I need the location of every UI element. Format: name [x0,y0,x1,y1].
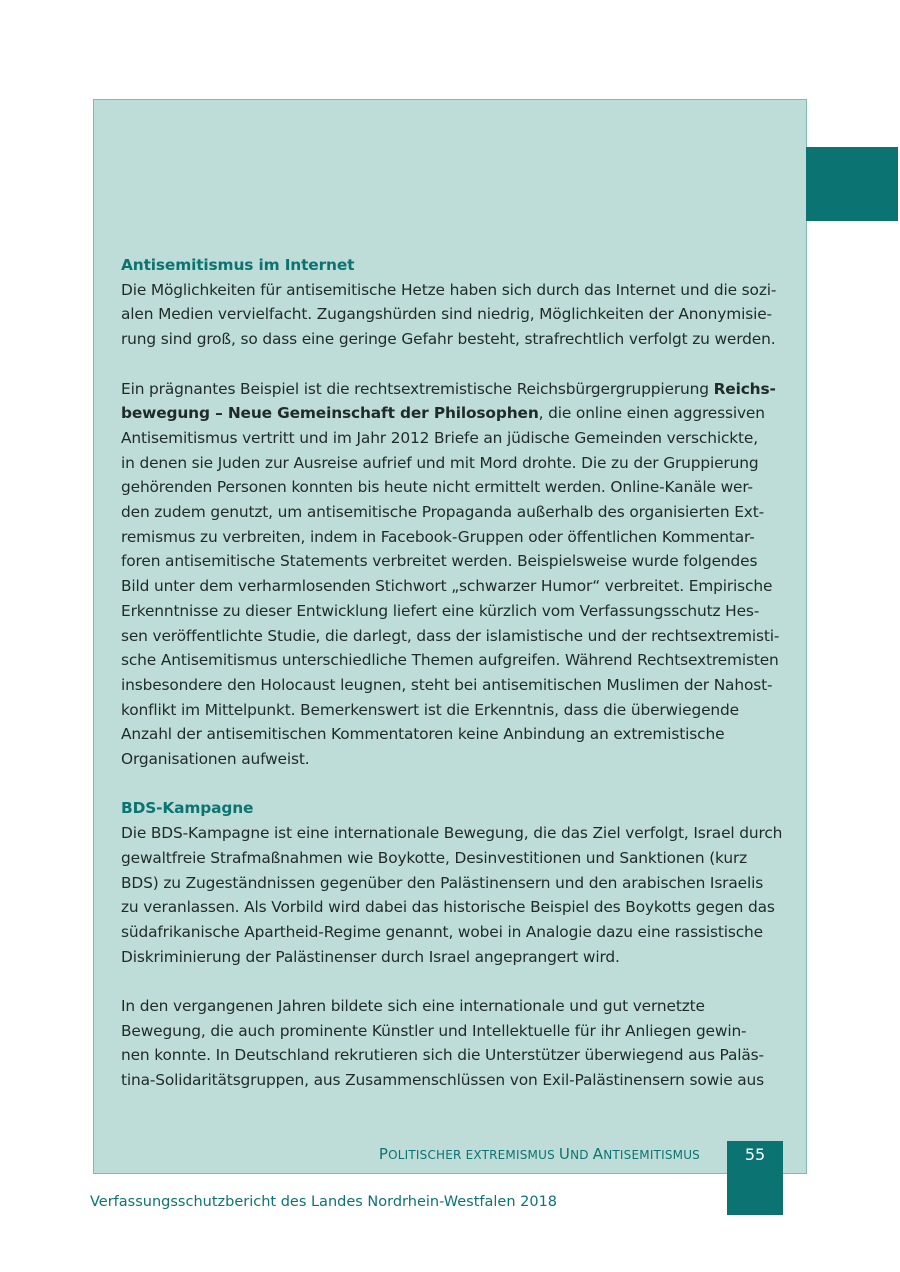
paragraph-line: nen konnte. In Deutschland rekrutieren sich die Unterstützer überwiegend aus Paläs- [121,1046,764,1065]
paragraph-line: konflikt im Mittelpunkt. Bemerkenswert ist die Erkenntnis, dass die überwiegende [121,700,739,719]
running-head-cap: U [558,1145,571,1163]
paragraph-line: zu veranlassen. Als Vorbild wird dabei das historische Beispiel des Boykotts gegen das [121,898,775,917]
bold-organisation-name: bewegung – Neue Gemeinschaft der Philosophen [121,404,539,423]
running-head-cap: P [378,1145,389,1163]
running-head [379,1145,700,1163]
paragraph-line [121,377,789,402]
running-head-smallcaps: OLITISCHER EXTREMISMUS [388,1148,559,1162]
paragraph-line: sen veröffentlichte Studie, die darlegt, dass der islamistische und der rechtsextremisti- [121,626,780,645]
running-head-cap: A [592,1145,604,1163]
paragraph-gap [121,772,789,797]
paragraph-line: Erkenntnisse zu dieser Entwicklung liefert eine kürzlich vom Verfassungsschutz Hes- [121,601,760,620]
paragraph-gap [121,352,789,377]
section-heading-bds: BDS-Kampagne [121,799,254,818]
paragraph-line: gewaltfreie Strafmaßnahmen wie Boykotte, Desinvestitionen und Sanktionen (kurz [121,848,748,867]
paragraph-line: BDS) zu Zugeständnissen gegenüber den Palästinensern und den arabischen Israelis [121,873,764,892]
paragraph-line: Die Möglichkeiten für antisemitische Hetze haben sich durch das Internet und die sozi- [121,280,777,299]
paragraph-line: Die BDS-Kampagne ist eine internationale Bewegung, die das Ziel verfolgt, Israel durch [121,824,783,843]
paragraph-line: gehörenden Personen konnten bis heute nicht ermittelt werden. Online-Kanäle wer- [121,478,753,497]
paragraph-line [121,401,789,426]
paragraph-line: foren antisemitische Statements verbreitet werden. Beispielsweise wurde folgendes [121,552,758,571]
section-heading-internet: Antisemitismus im Internet [121,256,355,274]
paragraph-line: rung sind groß, so dass eine geringe Gefahr besteht, strafrechtlich verfolgt zu werden. [121,330,776,349]
paragraph-line: tina-Solidaritätsgruppen, aus Zusammenschlüssen von Exil-Palästinensern sowie aus [121,1071,765,1090]
paragraph-line: insbesondere den Holocaust leugnen, steht bei antisemitischen Muslimen der Nahost- [121,675,773,694]
paragraph-line: Diskriminierung der Palästinenser durch Israel angeprangert wird. [121,947,620,966]
paragraph-line: Organisationen aufweist. [121,750,310,769]
paragraph-line: den zudem genutzt, um antisemitische Propaganda außerhalb des organisierten Ext- [121,503,765,522]
page-number: 55 [744,1145,766,1164]
running-head-smallcaps: ND [570,1148,593,1162]
paragraph-line: sche Antisemitismus unterschiedliche Themen aufgreifen. Während Rechtsextremisten [121,651,779,670]
text-run: Ein prägnantes Beispiel ist die rechtsextremistische Reichsbürgergruppierung [121,379,714,398]
box-content [121,253,789,1093]
paragraph-line: in denen sie Juden zur Ausreise aufrief und mit Mord drohte. Die zu der Gruppierung [121,453,759,472]
chapter-tab [806,147,898,221]
paragraph-line: Anzahl der antisemitischen Kommentatoren keine Anbindung an extremistische [121,725,725,744]
footer-publication-title: Verfassungsschutzbericht des Landes Nordrhein-Westfalen 2018 [90,1194,558,1210]
paragraph-line: südafrikanische Apartheid-Regime genannt, wobei in Analogie dazu eine rassistische [121,922,763,941]
paragraph-gap [121,969,789,994]
paragraph-line: Bewegung, die auch prominente Künstler und Intellektuelle für ihr Anliegen gewin- [121,1021,747,1040]
paragraph-line: Bild unter dem verharmlosenden Stichwort „schwarzer Humor“ verbreitet. Empirische [121,577,773,596]
page-number-box [727,1141,783,1215]
text-run: , die online einen aggressiven [538,404,765,423]
paragraph-line: remismus zu verbreiten, indem in Facebook-Gruppen oder öffentlichen Kommentar- [121,527,755,546]
paragraph-line: alen Medien vervielfacht. Zugangshürden sind niedrig, Möglichkeiten der Anonymisie- [121,305,772,324]
running-head-smallcaps: NTISEMITISMUS [603,1148,700,1162]
paragraph-line: Antisemitismus vertritt und im Jahr 2012 Briefe an jüdische Gemeinden verschickte, [121,428,758,447]
paragraph-line: In den vergangenen Jahren bildete sich eine internationale und gut vernetzte [121,997,705,1016]
bold-organisation-name: Reichs- [713,379,776,398]
